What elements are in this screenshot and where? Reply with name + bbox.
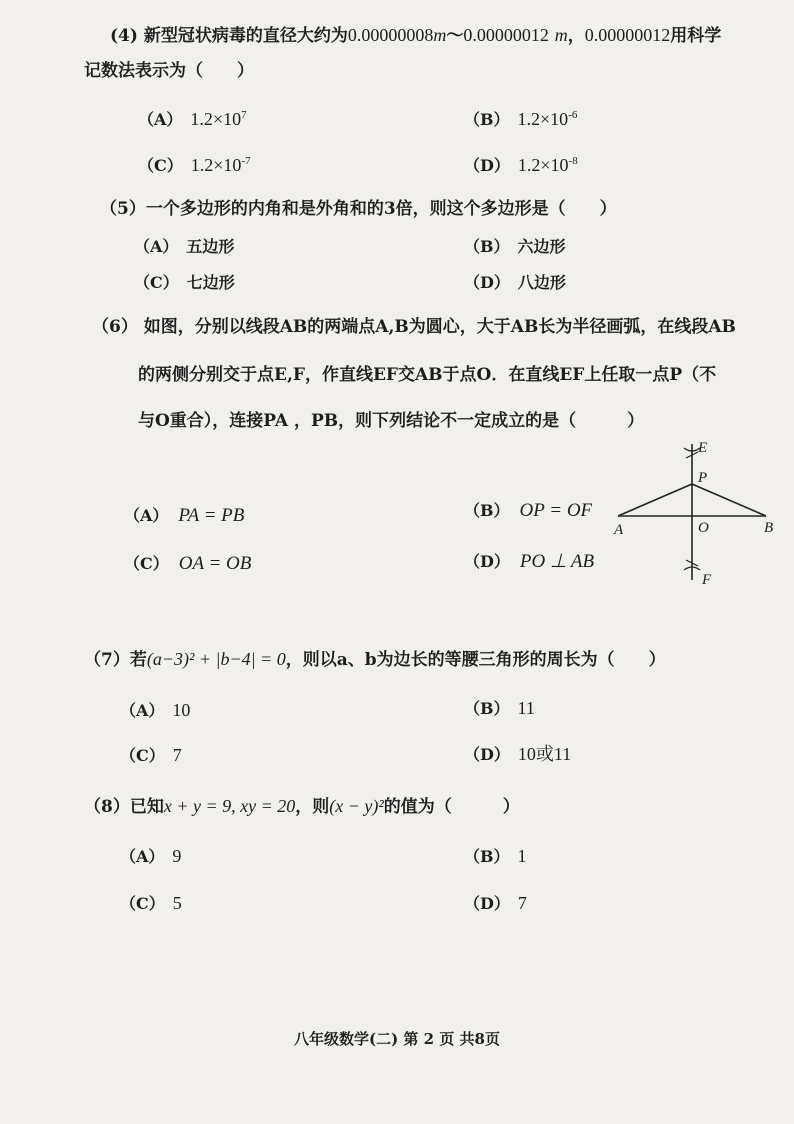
q6-option-c[interactable]: （C） OA = OB [124, 553, 252, 574]
q4-option-b[interactable]: （B） $1.2\times 10^{-6}$ [464, 109, 578, 129]
q6-line2: 的两侧分别交于点E,F，作直线EF交AB于点O．在直线EF上任取一点P（不 [138, 365, 717, 385]
page-footer: 八年级数学(二) 第 2 页 共8页 [294, 1030, 500, 1048]
label-e: E [698, 440, 708, 456]
q6-geometry-figure [606, 432, 786, 592]
q4-line2: 记数法表示为（ ） [84, 61, 254, 81]
q4-option-d[interactable]: （D） $1.2\times 10^{-8}$ [464, 155, 578, 175]
q7-option-c[interactable]: （C） 7 [120, 745, 182, 765]
q6-option-b[interactable]: （B） OP = OF [464, 500, 593, 521]
q6-option-a[interactable]: （A） PA = PB [124, 505, 245, 526]
q6-option-d[interactable]: （D） PO ⊥ AB [464, 551, 595, 572]
q7-text: （7）若(a−3)² + |b−4| = 0，则以a、b为边长的等腰三角形的周长为（ ） [84, 649, 666, 670]
q4-line1: (4) 新型冠状病毒的直径大约为0.00000008m～0.00000012 m，0.00000012用科学 [110, 25, 722, 46]
q5-option-a[interactable]: （A） 五边形 [134, 237, 235, 256]
q8-option-a[interactable]: （A） 9 [120, 846, 182, 866]
q8-option-b[interactable]: （B） 1 [464, 846, 527, 866]
q4-option-a[interactable]: （A） $1.2\times 10^7$ [138, 109, 247, 129]
q5-option-b[interactable]: （B） 六边形 [464, 237, 566, 256]
q4-option-c[interactable]: （C） $1.2\times 10^{-7}$ [138, 155, 251, 175]
label-b: B [764, 520, 774, 536]
q8-option-c[interactable]: （C） 5 [120, 893, 182, 913]
q8-text: （8）已知x + y = 9, xy = 20，则(x − y)²的值为（ ） [84, 796, 520, 817]
q5-option-d[interactable]: （D） 八边形 [464, 273, 566, 292]
q6-line1: （6） 如图，分别以线段AB的两端点A,B为圆心，大于AB长为半径画弧，在线段AB [92, 317, 736, 337]
q6-line3: 与O重合），连接PA ，PB，则下列结论不一定成立的是（ ） [138, 411, 645, 431]
label-f: F [702, 572, 712, 588]
q7-option-a[interactable]: （A） 10 [120, 700, 191, 720]
q8-option-d[interactable]: （D） 7 [464, 893, 527, 913]
segment-pa [618, 484, 692, 516]
label-p: P [698, 470, 708, 486]
q7-option-b[interactable]: （B） 11 [464, 698, 535, 718]
q7-option-d[interactable]: （D） 10或11 [464, 744, 572, 764]
q5-text: （5）一个多边形的内角和是外角和的3倍，则这个多边形是（ ） [100, 199, 617, 219]
label-a: A [614, 522, 624, 538]
label-o: O [698, 520, 709, 536]
segment-pb [692, 484, 766, 516]
q5-option-c[interactable]: （C） 七边形 [134, 273, 235, 292]
